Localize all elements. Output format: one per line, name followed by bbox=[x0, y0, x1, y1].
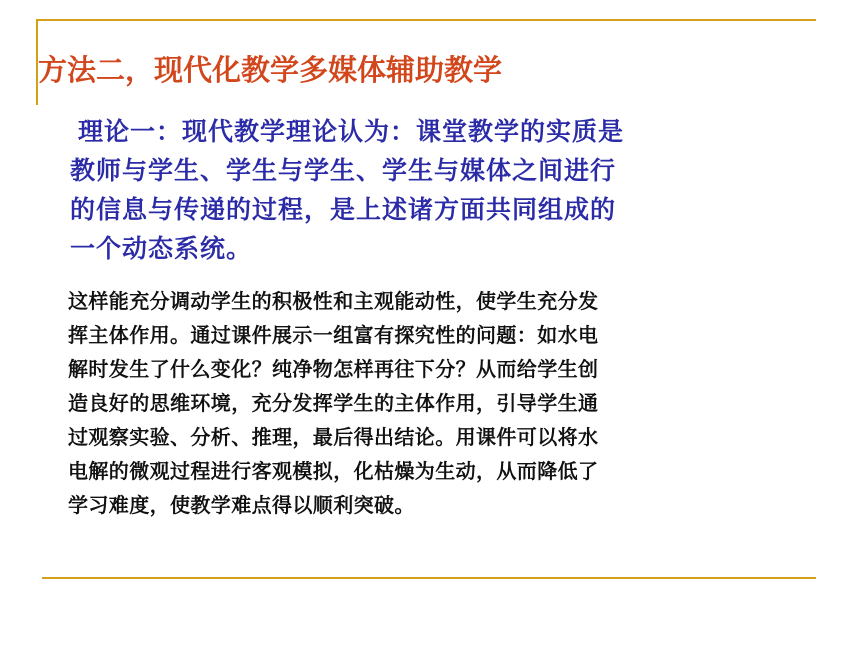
body-line: 过观察实验、分析、推理，最后得出结论。用课件可以将水 bbox=[68, 425, 599, 449]
body-line: 挥主体作用。通过课件展示一组富有探究性的问题：如水电 bbox=[68, 323, 599, 347]
body-line: 电解的微观过程进行客观模拟，化枯燥为生动，从而降低了 bbox=[68, 459, 599, 483]
bottom-rule bbox=[42, 577, 816, 579]
top-rule bbox=[36, 19, 816, 21]
theory-line: 的信息与传递的过程，是上述诸方面共同组成的 bbox=[70, 195, 617, 224]
theory-line: 理论一：现代教学理论认为：课堂教学的实质是 bbox=[78, 117, 625, 146]
slide-title: 方法二，现代化教学多媒体辅助教学 bbox=[38, 53, 503, 87]
theory-line: 一个动态系统。 bbox=[70, 234, 253, 263]
body-paragraph bbox=[68, 284, 818, 522]
theory-line: 教师与学生、学生与学生、学生与媒体之间进行 bbox=[70, 156, 617, 185]
body-line: 解时发生了什么变化？纯净物怎样再往下分？从而给学生创 bbox=[68, 357, 599, 381]
body-line: 这样能充分调动学生的积极性和主观能动性，使学生充分发 bbox=[68, 289, 599, 313]
theory-paragraph bbox=[70, 112, 790, 268]
body-line: 造良好的思维环境，充分发挥学生的主体作用，引导学生通 bbox=[68, 391, 599, 415]
body-line: 学习难度，使教学难点得以顺利突破。 bbox=[68, 493, 415, 517]
